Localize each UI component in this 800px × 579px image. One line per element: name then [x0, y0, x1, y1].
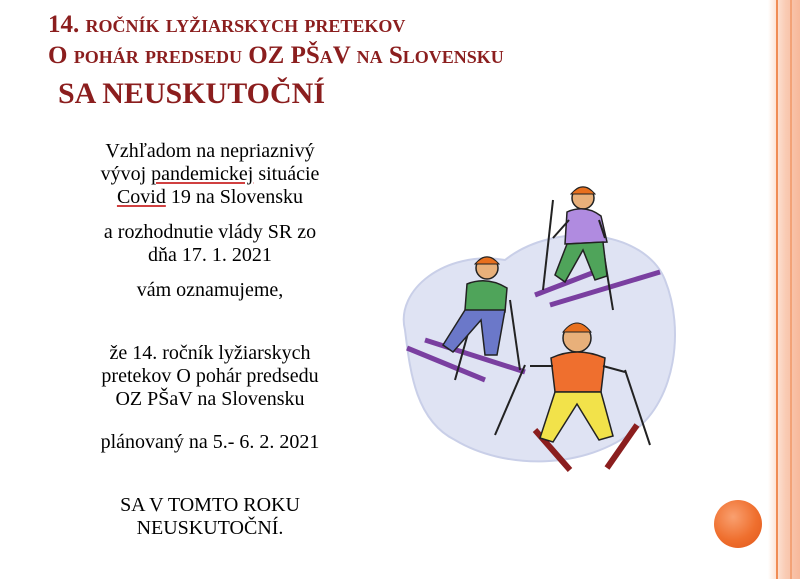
decorative-stripe	[776, 0, 778, 579]
decorative-stripe	[790, 0, 792, 579]
text-span: 19 na Slovensku	[165, 186, 304, 208]
underlined-word: Covid	[116, 186, 166, 208]
text-line	[40, 186, 380, 209]
text-line: NEUSKUTOČNÍ.	[136, 517, 284, 539]
text-line: dňa 17. 1. 2021	[148, 244, 272, 266]
skiers-clipart	[385, 180, 685, 480]
text-line: plánovaný na 5.- 6. 2. 2021	[100, 431, 320, 453]
text-span: situácie	[253, 163, 320, 185]
text-line	[40, 163, 380, 186]
text-line: vám oznamujeme,	[136, 279, 284, 301]
underlined-word: pandemickej	[151, 163, 254, 185]
title-line-1: 14. ročník lyžiarskych pretekov	[48, 11, 406, 38]
text-line: SA V TOMTO ROKU	[120, 494, 300, 516]
slide-title	[48, 10, 504, 114]
title-line-3: SA NEUSKUTOČNÍ	[58, 77, 326, 110]
text-span: vývoj	[100, 163, 152, 185]
title-line-2: O pohár predsedu OZ PŠaV na Slovensku	[48, 42, 504, 69]
announcement-text	[40, 140, 380, 540]
text-line: OZ PŠaV na Slovensku	[115, 388, 305, 410]
text-line: že 14. ročník lyžiarskych	[109, 342, 311, 364]
orange-circle-decoration	[714, 500, 762, 548]
text-line: pretekov O pohár predsedu	[101, 365, 319, 387]
decorative-right-band	[768, 0, 800, 579]
text-line: Vzhľadom na nepriaznivý	[105, 140, 315, 162]
text-line: a rozhodnutie vlády SR zo	[103, 221, 317, 243]
